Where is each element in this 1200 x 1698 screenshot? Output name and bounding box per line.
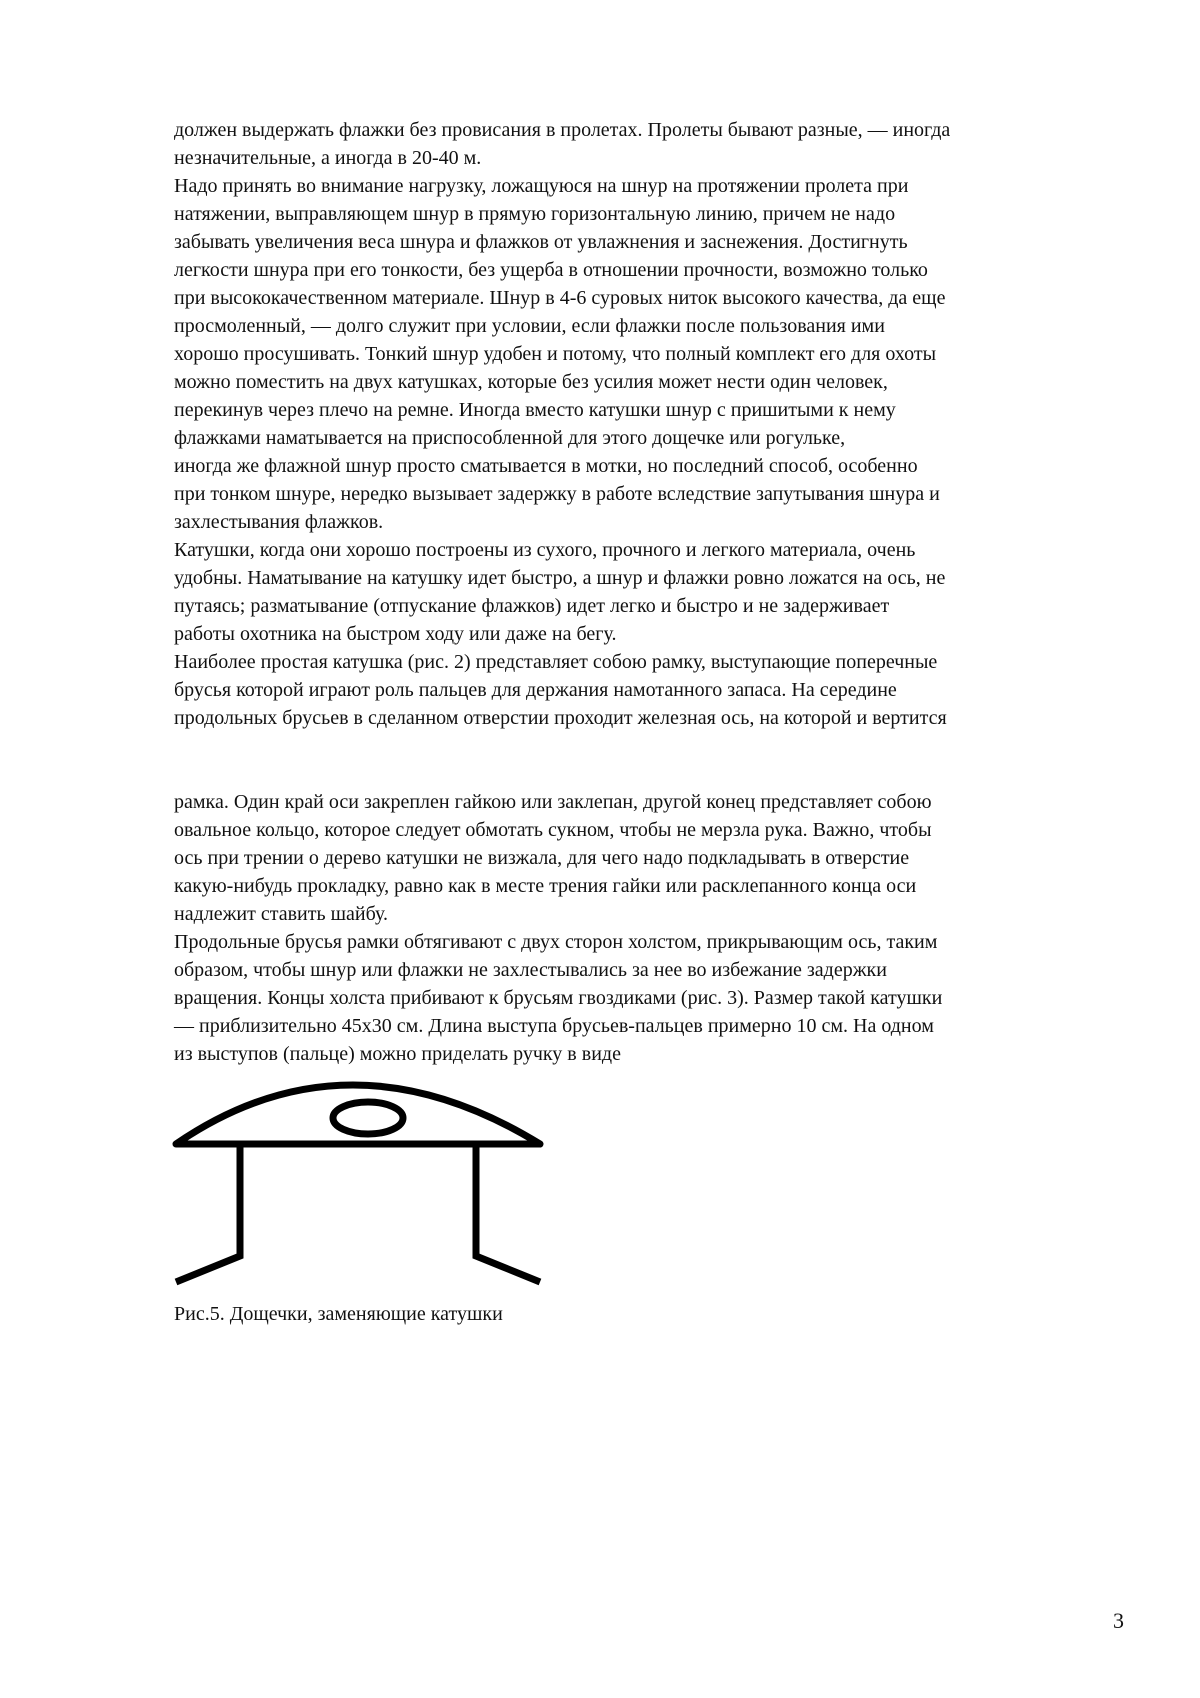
- text-line: надлежит ставить шайбу.: [174, 903, 389, 925]
- text-line: путаясь; разматывание (отпускание флажков) идет легко и быстро и не задерживает: [174, 595, 890, 617]
- text-line: хорошо просушивать. Тонкий шнур удобен и потому, что полный комплект его для охоты: [174, 343, 937, 365]
- text-line: рамка. Один край оси закреплен гайкою или заклепан, другой конец представляет собою: [174, 791, 932, 813]
- oval-hole: [333, 1102, 403, 1134]
- text-line: работы охотника на быстром ходу или даже на бегу.: [174, 623, 617, 645]
- text-line: какую-нибудь прокладку, равно как в месте трения гайки или расклепанного конца оси: [174, 875, 917, 897]
- text-line: Продольные брусья рамки обтягивают с двух сторон холстом, прикрывающим ось, таким: [174, 931, 938, 953]
- text-line: продольных брусьев в сделанном отверстии проходит железная ось, на которой и вертится: [174, 707, 947, 729]
- text-line: легкости шнура при его тонкости, без ущерба в отношении прочности, возможно только: [174, 259, 928, 281]
- board-drawing: [168, 1066, 568, 1296]
- text-line: при тонком шнуре, нередко вызывает задержку в работе вследствие запутывания шнура и: [174, 483, 940, 505]
- text-line: незначительные, а иногда в 20-40 м.: [174, 147, 482, 169]
- text-line: захлестывания флажков.: [174, 511, 384, 533]
- text-line: образом, чтобы шнур или флажки не захлестывались за нее во избежание задержки: [174, 959, 887, 981]
- text-block-top: [174, 116, 1134, 732]
- text-line: иногда же флажной шнур просто сматывается в мотки, но последний способ, особенно: [174, 455, 918, 477]
- text-line: перекинув через плечо на ремне. Иногда вместо катушки шнур с пришитыми к нему: [174, 399, 896, 421]
- text-line: вращения. Концы холста прибивают к брусьям гвоздиками (рис. 3). Размер такой катушки: [174, 987, 943, 1009]
- text-block-bottom: [174, 788, 1134, 1068]
- figure-caption: Рис.5. Дощечки, заменяющие катушки: [174, 1303, 503, 1325]
- text-line: Наиболее простая катушка (рис. 2) представляет собою рамку, выступающие поперечные: [174, 651, 938, 673]
- text-line: при высококачественном материале. Шнур в 4-6 суровых ниток высокого качества, да еще: [174, 287, 946, 309]
- page-number: 3: [1113, 1608, 1124, 1633]
- board-body-outline: [176, 1146, 540, 1282]
- text-line: можно поместить на двух катушках, которые без усилия может нести один человек,: [174, 371, 888, 393]
- text-line: должен выдержать флажки без провисания в пролетах. Пролеты бывают разные, — иногда: [174, 119, 951, 141]
- text-line: просмоленный, — долго служит при условии, если флажки после пользования ими: [174, 315, 885, 337]
- text-line: — приблизительно 45х30 см. Длина выступа брусьев-пальцев примерно 10 см. На одном: [174, 1015, 934, 1037]
- text-line: флажками наматывается на приспособленной для этого дощечке или рогульке,: [174, 427, 846, 449]
- text-line: ось при трении о дерево катушки не визжала, для чего надо подкладывать в отверстие: [174, 847, 910, 869]
- text-line: Надо принять во внимание нагрузку, ложащуюся на шнур на протяжении пролета при: [174, 175, 909, 197]
- text-line: овальное кольцо, которое следует обмотать сукном, чтобы не мерзла рука. Важно, чтобы: [174, 819, 932, 841]
- figure-board-illustration: [168, 1066, 568, 1296]
- text-line: Катушки, когда они хорошо построены из сухого, прочного и легкого материала, очень: [174, 539, 916, 561]
- text-line: забывать увеличения веса шнура и флажков от увлажнения и заснежения. Достигнуть: [174, 231, 908, 253]
- text-line: брусья которой играют роль пальцев для держания намотанного запаса. На середине: [174, 679, 897, 701]
- text-line: из выступов (пальце) можно приделать ручку в виде: [174, 1043, 621, 1065]
- text-line: натяжении, выправляющем шнур в прямую горизонтальную линию, причем не надо: [174, 203, 896, 225]
- text-line: удобны. Наматывание на катушку идет быстро, а шнур и флажки ровно ложатся на ось, не: [174, 567, 946, 589]
